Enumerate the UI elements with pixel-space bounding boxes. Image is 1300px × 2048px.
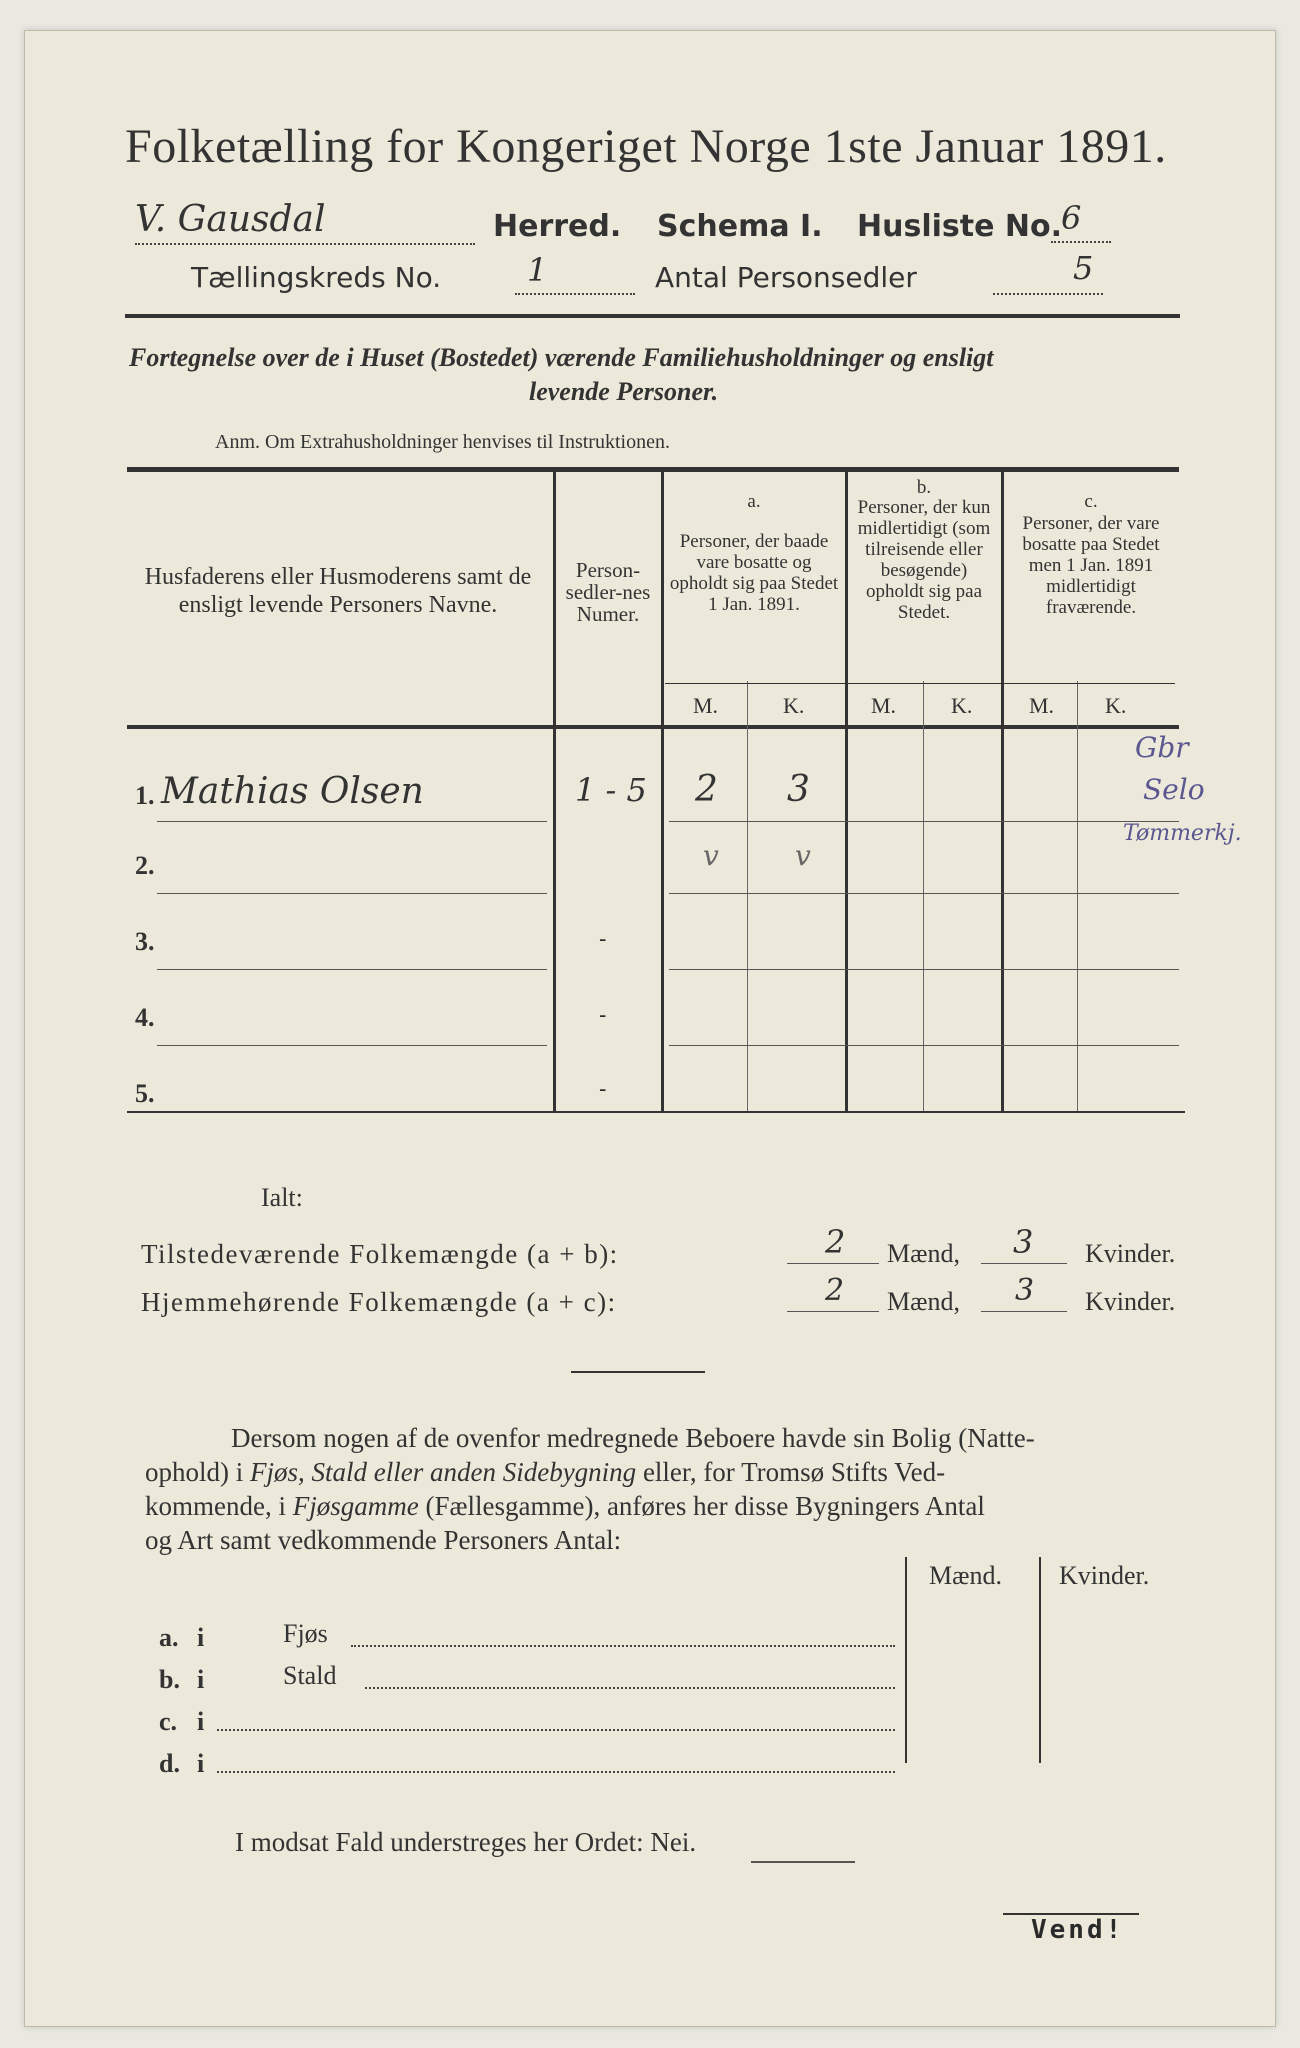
item-a-dots	[351, 1645, 895, 1647]
row-4-num: -	[599, 1003, 607, 1028]
row-3-num: -	[599, 927, 607, 952]
kreds-dotline	[515, 293, 635, 295]
item-d-letter: d.	[159, 1749, 180, 1778]
lower-p3a: kommende, i	[145, 1491, 293, 1521]
col-c-k: K.	[1105, 693, 1127, 718]
mk-rule	[665, 683, 1175, 684]
item-b-letter: b.	[159, 1665, 180, 1694]
item-c-letter: c.	[159, 1707, 178, 1736]
margin-note-2: Selo	[1143, 773, 1205, 806]
row-4-name-line	[157, 1045, 547, 1046]
col-c-m: M.	[1029, 693, 1055, 718]
antal-label: Antal Personsedler	[655, 261, 917, 294]
lower-p1: Dersom nogen af de ovenfor medregnede Beboere havde sin Bolig (Natte-	[231, 1423, 1035, 1453]
antal-value: 5	[1073, 249, 1094, 287]
section-divider	[571, 1371, 705, 1373]
ialt-label: Ialt:	[261, 1183, 303, 1212]
margin-note-3: Tømmerkj.	[1123, 821, 1242, 846]
totals-line1-k: 3	[1013, 1223, 1034, 1261]
table-header-rule	[127, 725, 1179, 729]
col-header-c: Personer, der vare bosatte paa Stedet men 1 Jan. 1891 midlertidigt fraværende.	[1022, 513, 1160, 618]
row-1-a-m: 2	[695, 769, 718, 810]
totals-line2-label: Hjemmehørende Folkemængde (a + c):	[141, 1287, 617, 1317]
col-header-num: Person-sedler-nes Numer.	[565, 558, 651, 626]
lower-p3	[145, 1491, 985, 1522]
col-header-a: Personer, der baade vare bosatte og opholdt sig paa Stedet 1 Jan. 1891.	[669, 531, 839, 615]
lower-p3c: (Fællesgamme), anføres her disse Bygningers Antal	[418, 1491, 985, 1521]
col-c-letter: c.	[1084, 491, 1098, 512]
row-2-a-m: v	[703, 839, 719, 872]
lower-p2b: Fjøs, Stald eller anden Sidebygning	[250, 1457, 637, 1487]
col-a-m: M.	[693, 693, 719, 718]
col-header-name: Husfaderens eller Husmoderens samt de ensligt levende Personers Navne.	[144, 564, 532, 618]
item-d-dots	[217, 1771, 895, 1773]
col-b-letter: b.	[916, 477, 932, 498]
row-4-cells-line	[669, 1045, 1179, 1046]
totals-line1-maend: Mænd,	[887, 1239, 960, 1268]
lower-col-kvinder: Kvinder.	[1059, 1561, 1150, 1590]
table-vline-a-mk	[747, 681, 748, 1111]
row-1-num: 1 - 5	[575, 771, 647, 809]
totals-line2-k: 3	[1015, 1273, 1035, 1308]
vend-label: Vend!	[1031, 1915, 1125, 1945]
anm-note: Anm. Om Extrahusholdninger henvises til Instruktionen.	[215, 431, 670, 453]
antal-dotline	[993, 293, 1103, 295]
nei-underline	[751, 1861, 855, 1863]
table-vline-3	[845, 471, 848, 1111]
row-2-name-line	[157, 893, 547, 894]
margin-note-1: Gbr	[1135, 731, 1189, 764]
row-5-num: -	[599, 1077, 607, 1102]
item-a-i: i	[197, 1623, 205, 1652]
item-a-label: Fjøs	[283, 1619, 328, 1648]
col-b-k: K.	[951, 693, 973, 718]
col-header-b: Personer, der kun midlertidigt (som tilreisende eller besøgende) opholdt sig paa Stedet.	[857, 497, 991, 623]
census-form-page	[24, 30, 1276, 2027]
husliste-value: 6	[1061, 199, 1082, 237]
col-a-k: K.	[783, 693, 805, 718]
intro-line2: levende Personer.	[529, 377, 719, 406]
row-2-number: 2.	[135, 851, 155, 880]
row-2-cells-line	[669, 893, 1179, 894]
modsat-line: I modsat Fald understreges her Ordet: Nei.	[235, 1827, 697, 1857]
lower-p2c: eller, for Tromsø Stifts Ved-	[636, 1457, 946, 1487]
row-1-name: Mathias Olsen	[161, 771, 424, 812]
row-1-number: 1.	[135, 781, 155, 810]
form-title: Folketælling for Kongeriget Norge 1ste Januar 1891.	[125, 120, 1167, 173]
kreds-value: 1	[527, 251, 548, 289]
row-1-name-line	[157, 821, 547, 822]
table-vline-4	[1001, 471, 1004, 1111]
table-vline-2	[661, 471, 664, 1111]
item-c-i: i	[197, 1707, 205, 1736]
totals-line2-k-rule	[981, 1311, 1067, 1312]
totals-line1-label: Tilstedeværende Folkemængde (a + b):	[141, 1239, 619, 1269]
husliste-dotline	[1051, 241, 1111, 243]
totals-line2-m-rule	[787, 1311, 879, 1312]
herred-label: Herred.	[493, 209, 622, 244]
item-b-i: i	[197, 1665, 205, 1694]
totals-line1-k-rule	[981, 1263, 1067, 1264]
kreds-label: Tællingskreds No.	[191, 261, 442, 294]
table-vline-c-mk	[1077, 681, 1078, 1111]
row-1-a-k: 3	[787, 769, 810, 810]
herred-dotline	[135, 243, 475, 245]
table-vline-1	[553, 471, 556, 1111]
table-top-rule	[127, 467, 1179, 472]
lower-p2	[145, 1457, 945, 1488]
item-d-i: i	[197, 1749, 205, 1778]
lower-p3b: Fjøsgamme	[292, 1491, 419, 1521]
lower-col-maend: Mænd.	[929, 1561, 1002, 1590]
row-4-number: 4.	[135, 1003, 155, 1032]
row-2-a-k: v	[795, 839, 811, 872]
totals-line2-maend: Mænd,	[887, 1287, 960, 1316]
table-bottom-rule	[127, 1111, 1185, 1113]
col-b-m: M.	[871, 693, 897, 718]
totals-line1-m: 2	[825, 1223, 846, 1261]
item-a-letter: a.	[159, 1623, 179, 1652]
lower-p2a: ophold) i	[145, 1457, 250, 1487]
header-rule	[125, 314, 1180, 318]
row-5-number: 5.	[135, 1079, 155, 1108]
col-a-letter: a.	[747, 491, 761, 512]
item-c-dots	[217, 1729, 895, 1731]
schema-label: Schema I.	[657, 209, 823, 244]
lower-vline-2	[1039, 1557, 1041, 1763]
totals-line1-kvinder: Kvinder.	[1085, 1239, 1176, 1268]
herred-value: V. Gausdal	[135, 199, 326, 240]
table-vline-b-mk	[923, 681, 924, 1111]
row-3-name-line	[157, 969, 547, 970]
row-3-cells-line	[669, 969, 1179, 970]
intro-line1: Fortegnelse over de i Huset (Bostedet) værende Familiehusholdninger og ensligt	[129, 343, 994, 372]
item-b-label: Stald	[283, 1661, 337, 1690]
totals-line1-m-rule	[787, 1263, 879, 1264]
husliste-label: Husliste No.	[857, 209, 1062, 244]
totals-line2-m: 2	[825, 1273, 845, 1308]
totals-line2-kvinder: Kvinder.	[1085, 1287, 1176, 1316]
row-3-number: 3.	[135, 927, 155, 956]
lower-p4: og Art samt vedkommende Personers Antal:	[145, 1525, 622, 1555]
item-b-dots	[365, 1687, 895, 1689]
row-1-cells-line	[669, 821, 1179, 822]
lower-vline-1	[905, 1557, 907, 1763]
